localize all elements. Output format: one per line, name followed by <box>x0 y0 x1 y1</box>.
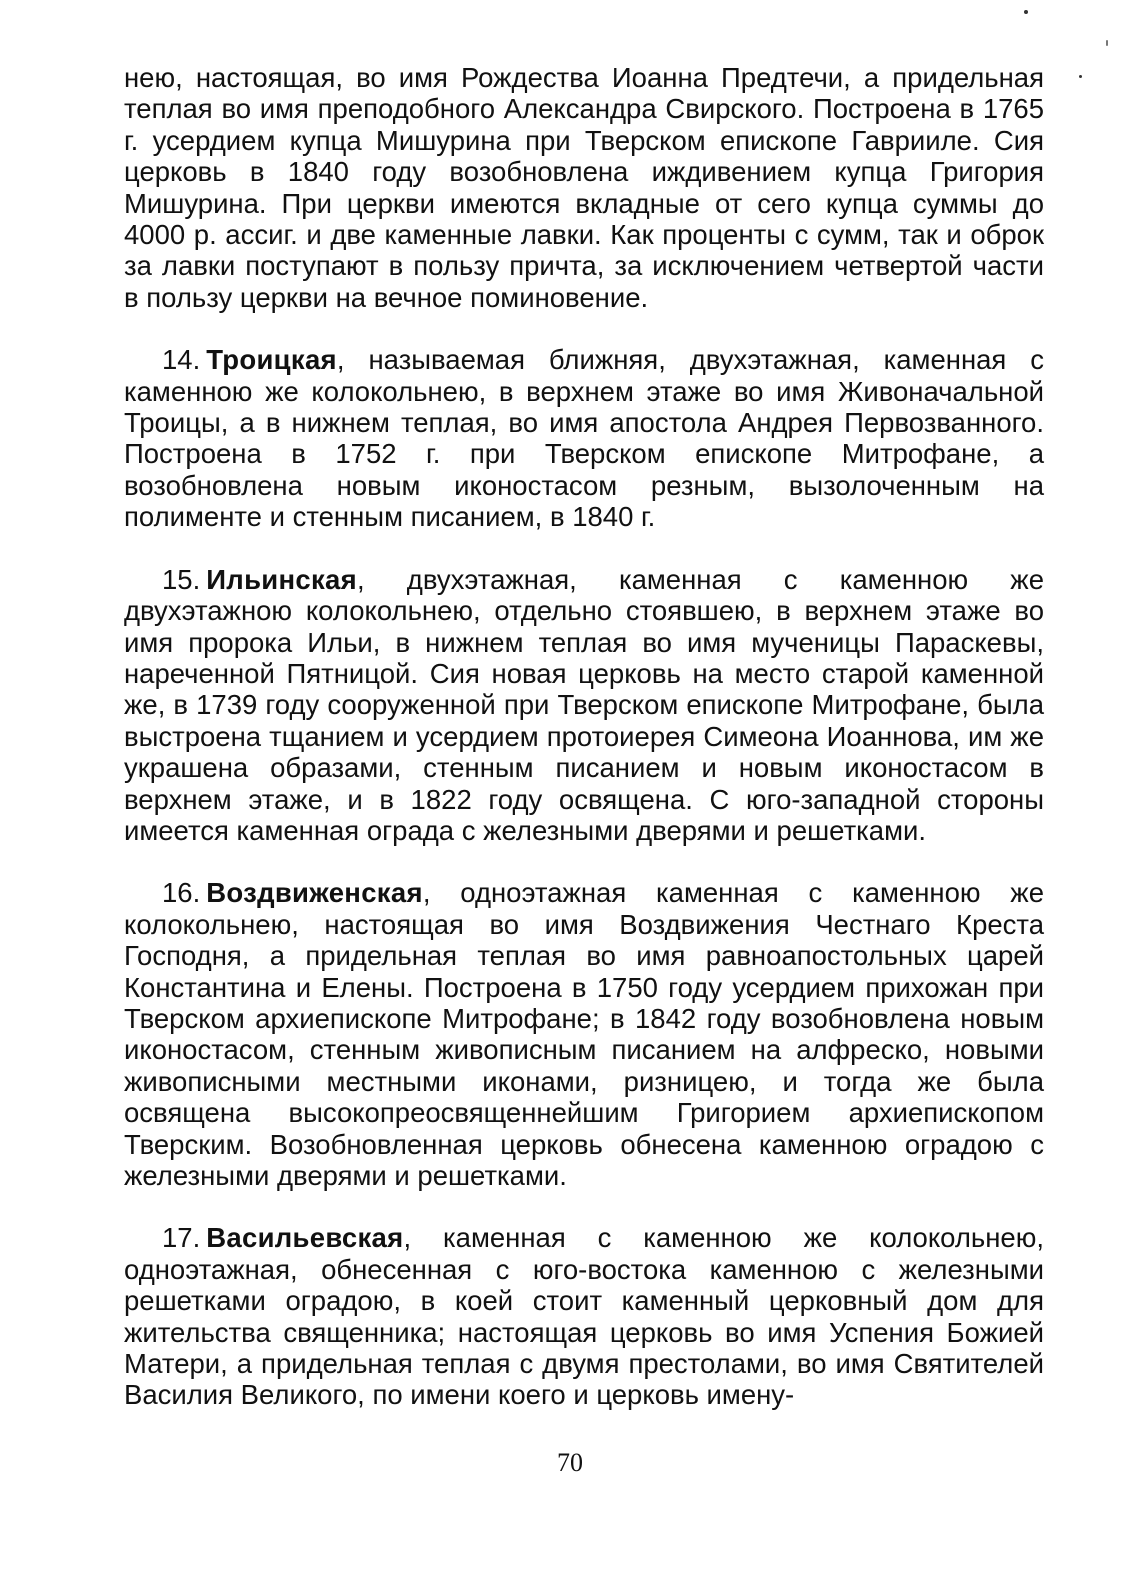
church-name: Воздвиженская <box>206 877 423 909</box>
page-number: 70 <box>557 1448 583 1477</box>
paragraph-text: , каменная с каменною же колокольнею, одноэтажная, обнесенная с юго-востока каменною с железными решетками оградою, в коей стоит каменный церковный дом для жительства священника; настоящая церковь во имя Успения Божией Матери, а придельная теплая с двумя престолами, во имя Святителей Василия Великого, по имени коего и церковь имену- <box>124 1222 1044 1411</box>
paragraph-continuation <box>124 62 1044 313</box>
paragraph-number: 16. <box>162 877 201 909</box>
scan-speck <box>1024 10 1028 14</box>
page-body <box>124 62 1044 1411</box>
church-name: Троицкая <box>206 344 337 376</box>
paragraph-number: 17. <box>162 1222 201 1254</box>
paragraph-text: , двухэтажная, каменная с каменною же двухэтажною колокольнею, отдельно стоявшею, в верхнем этаже во имя пророка Ильи, в нижнем теплая во имя мученицы Параскевы, нареченной Пятницой. Сия новая церковь на место старой каменной же, в 1739 году сооруженной при Тверском епископе Митрофане, была выстроена тщанием и усердием протоиерея Симеона Иоаннова, им же украшена образами, стенным писанием и новым иконостасом в верхнем этаже, и в 1822 году освящена. С юго-западной стороны имеется каменная ограда с железными дверями и решетками. <box>124 563 1044 846</box>
scan-speck <box>1106 40 1108 46</box>
paragraph-number: 15. <box>162 563 201 595</box>
paragraph-text: нею, настоящая, во имя Рождества Иоанна Предтечи, а придельная теплая во имя преподобного Александра Свирского. Построена в 1765 г. усердием купца Мишурина при Тверском епископе Гаврииле. Сия церковь в 1840 году возобновлена иждивением купца Григория Мишурина. При церкви имеются вкладные от сего купца суммы до 4000 р. ассиг. и две каменные лавки. Как проценты с сумм, так и оброк за лавки поступают в пользу причта, за исключением четвертой части в пользу церкви на вечное поминовение. <box>124 62 1044 313</box>
paragraph-vozdvizhenskaya <box>124 877 1044 1191</box>
paragraph-text: , одноэтажная каменная с каменною же колокольнею, настоящая во имя Воздвижения Честнаго Креста Господня, а придельная теплая во имя равноапостольных царей Константина и Елены. Построена в 1750 году усердием прихожан при Тверском архиепископе Митрофане; в 1842 году возобновлена новым иконостасом, стенным живописным писанием на алфреско, новыми живописными местными иконами, ризницею, и тогда же была освящена высокопреосвященнейшим Григорием архиепископом Тверским. Возобновленная церковь обнесена каменною оградою с железными дверями и решетками. <box>124 877 1044 1191</box>
paragraph-vasilevskaya <box>124 1222 1044 1410</box>
church-name: Ильинская <box>206 563 357 595</box>
paragraph-ilinskaya <box>124 564 1044 847</box>
paragraph-number: 14. <box>162 344 201 376</box>
paragraph-troitskaya <box>124 344 1044 532</box>
paragraph-text: , называемая ближняя, двухэтажная, каменная с каменною же колокольнею, в верхнем этаже во имя Живоначальной Троицы, а в нижнем теплая, во имя апостола Андрея Первозванного. Построена в 1752 г. при Тверском епископе Митрофане, а возобновлена новым иконостасом резным, вызолоченным на полименте и стенным писанием, в 1840 г. <box>124 344 1044 533</box>
scan-speck <box>1079 75 1082 78</box>
church-name: Васильевская <box>206 1222 404 1254</box>
